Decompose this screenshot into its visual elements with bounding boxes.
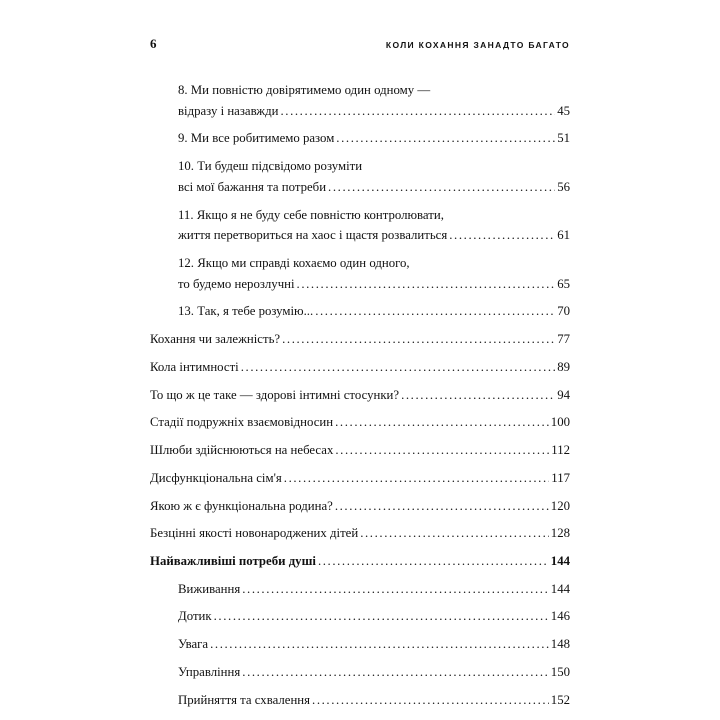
toc-leader-dots	[449, 225, 555, 246]
toc-entry[interactable]	[178, 301, 570, 322]
toc-leader-dots	[335, 412, 549, 433]
toc-entry-page: 112	[551, 443, 570, 458]
toc-entry-title: 9. Ми все робитимемо разом	[178, 131, 335, 146]
toc-leader-dots	[282, 329, 555, 350]
toc-entry-title: Кохання чи залежність?	[150, 332, 281, 347]
running-head-title: КОЛИ КОХАННЯ ЗАНАДТО БАГАТО	[385, 40, 570, 50]
toc-leader-dots	[241, 357, 555, 378]
toc-entry-title: 8. Ми повністю довірятимемо один одному —	[178, 83, 431, 97]
toc-leader-dots	[312, 690, 549, 711]
toc-entry[interactable]	[178, 205, 570, 246]
toc-entry-page: 146	[550, 609, 570, 624]
toc-entry-title: всі мої бажання та потреби	[178, 179, 327, 194]
toc-entry-line-final	[150, 440, 570, 461]
toc-leader-dots	[297, 274, 556, 295]
toc-entry-line-final	[178, 128, 570, 149]
toc-leader-dots	[335, 440, 549, 461]
toc-leader-dots	[315, 301, 555, 322]
toc-entry-page: 150	[550, 664, 570, 679]
toc-entry[interactable]	[178, 690, 570, 711]
toc-entry-title: Прийняття та схвалення	[178, 692, 311, 707]
toc-entry[interactable]	[150, 357, 570, 378]
running-head	[150, 36, 570, 52]
toc-entry[interactable]	[178, 606, 570, 627]
toc-entry-line-final	[150, 523, 570, 544]
toc-entry-title: 13. Так, я тебе розумію...	[178, 304, 314, 319]
toc-entry-page: 77	[557, 332, 570, 347]
toc-entry-line	[178, 80, 570, 101]
toc-entry-line-final	[178, 662, 570, 683]
toc-entry-line-final	[178, 177, 570, 198]
toc-entry[interactable]	[150, 412, 570, 433]
toc-entry-title: 10. Ти будеш підсвідомо розуміти	[178, 159, 363, 174]
toc-entry[interactable]	[150, 329, 570, 350]
toc-entry[interactable]	[178, 579, 570, 600]
toc-entry-page: 51	[557, 131, 570, 146]
toc-entry-line	[178, 205, 570, 226]
toc-entry-line-final	[178, 690, 570, 711]
toc-entry-line-final	[178, 301, 570, 322]
toc-entry-title: Дисфункціональна сім'я	[150, 470, 282, 485]
toc-entry[interactable]	[178, 253, 570, 294]
toc-leader-dots	[360, 523, 549, 544]
toc-entry-line	[178, 253, 570, 274]
toc-leader-dots	[336, 128, 555, 149]
toc-entry-line-final	[150, 329, 570, 350]
toc-entry-line-final	[150, 385, 570, 406]
toc-leader-dots	[242, 579, 549, 600]
toc-entry-page: 94	[557, 387, 570, 402]
toc-entry-line	[178, 156, 570, 177]
toc-entry-line-final	[150, 357, 570, 378]
toc-entry-title: 11. Якщо я не буду себе повністю контролювати,	[178, 207, 444, 222]
toc-entry[interactable]	[150, 440, 570, 461]
toc-entry[interactable]	[178, 80, 570, 121]
toc-entry-title: життя перетвориться на хаос і щастя розвалиться	[178, 228, 448, 243]
toc-entry-title: Виживання	[178, 581, 241, 596]
toc-entry-page: 61	[557, 228, 570, 243]
toc-entry[interactable]	[178, 634, 570, 655]
toc-entry[interactable]	[150, 385, 570, 406]
toc-entry-line-final	[150, 496, 570, 517]
toc-entry-title: То що ж це таке — здорові інтимні стосунки?	[150, 387, 400, 402]
toc-entry-line-final	[178, 225, 570, 246]
toc-leader-dots	[328, 177, 555, 198]
toc-entry-title: Якою ж є функціональна родина?	[150, 498, 333, 513]
toc-leader-dots	[284, 468, 549, 489]
toc-entry[interactable]	[150, 523, 570, 544]
toc-entry-title: Кола інтимності	[150, 359, 239, 374]
toc-entry-line-final	[178, 606, 570, 627]
toc-entry-title: Увага	[178, 637, 209, 652]
toc-entry-title: Найважливіші потреби душі	[150, 553, 316, 568]
toc-entry-line-final	[178, 579, 570, 600]
toc-entry-title: то будемо нерозлучні	[178, 276, 295, 291]
table-of-contents	[150, 80, 570, 710]
toc-entry[interactable]	[150, 551, 570, 572]
toc-leader-dots	[335, 496, 549, 517]
toc-leader-dots	[318, 551, 549, 572]
toc-entry-page: 89	[557, 359, 570, 374]
toc-entry-page: 128	[550, 526, 570, 541]
toc-entry-title: Управління	[178, 664, 241, 679]
toc-entry-page: 148	[550, 637, 570, 652]
toc-entry-title: 12. Якщо ми справді кохаємо один одного,	[178, 256, 410, 271]
toc-entry-page: 56	[557, 179, 570, 194]
toc-entry-line-final	[178, 274, 570, 295]
toc-entry-title: Дотик	[178, 609, 212, 624]
toc-entry-page: 152	[550, 692, 570, 707]
toc-entry-title: Безцінні якості новонароджених дітей	[150, 526, 359, 541]
toc-entry-page: 45	[557, 103, 570, 118]
toc-entry-line-final	[178, 634, 570, 655]
toc-entry-line-final	[150, 551, 570, 572]
toc-entry-page: 100	[550, 415, 570, 430]
toc-entry-title: відразу і назавжди	[178, 103, 279, 118]
toc-leader-dots	[214, 606, 549, 627]
toc-leader-dots	[242, 662, 549, 683]
page-number: 6	[150, 36, 157, 51]
toc-entry-page: 144	[550, 581, 570, 596]
toc-entry-line-final	[178, 101, 570, 122]
toc-leader-dots	[401, 385, 555, 406]
toc-entry[interactable]	[150, 496, 570, 517]
toc-entry-page: 65	[557, 276, 570, 291]
toc-entry-page: 117	[551, 470, 570, 485]
toc-entry-title: Шлюби здійснюються на небесах	[150, 443, 334, 458]
toc-entry-line-final	[150, 468, 570, 489]
toc-entry[interactable]	[150, 468, 570, 489]
toc-leader-dots	[210, 634, 549, 655]
toc-entry[interactable]	[178, 662, 570, 683]
toc-entry-title: Стадії подружніх взаємовідносин	[150, 415, 334, 430]
toc-entry[interactable]	[178, 156, 570, 197]
toc-entry-page: 144	[550, 553, 570, 568]
toc-entry-page: 120	[550, 498, 570, 513]
toc-entry-line-final	[150, 412, 570, 433]
toc-leader-dots	[280, 101, 555, 122]
toc-entry-page: 70	[557, 304, 570, 319]
toc-entry[interactable]	[178, 128, 570, 149]
